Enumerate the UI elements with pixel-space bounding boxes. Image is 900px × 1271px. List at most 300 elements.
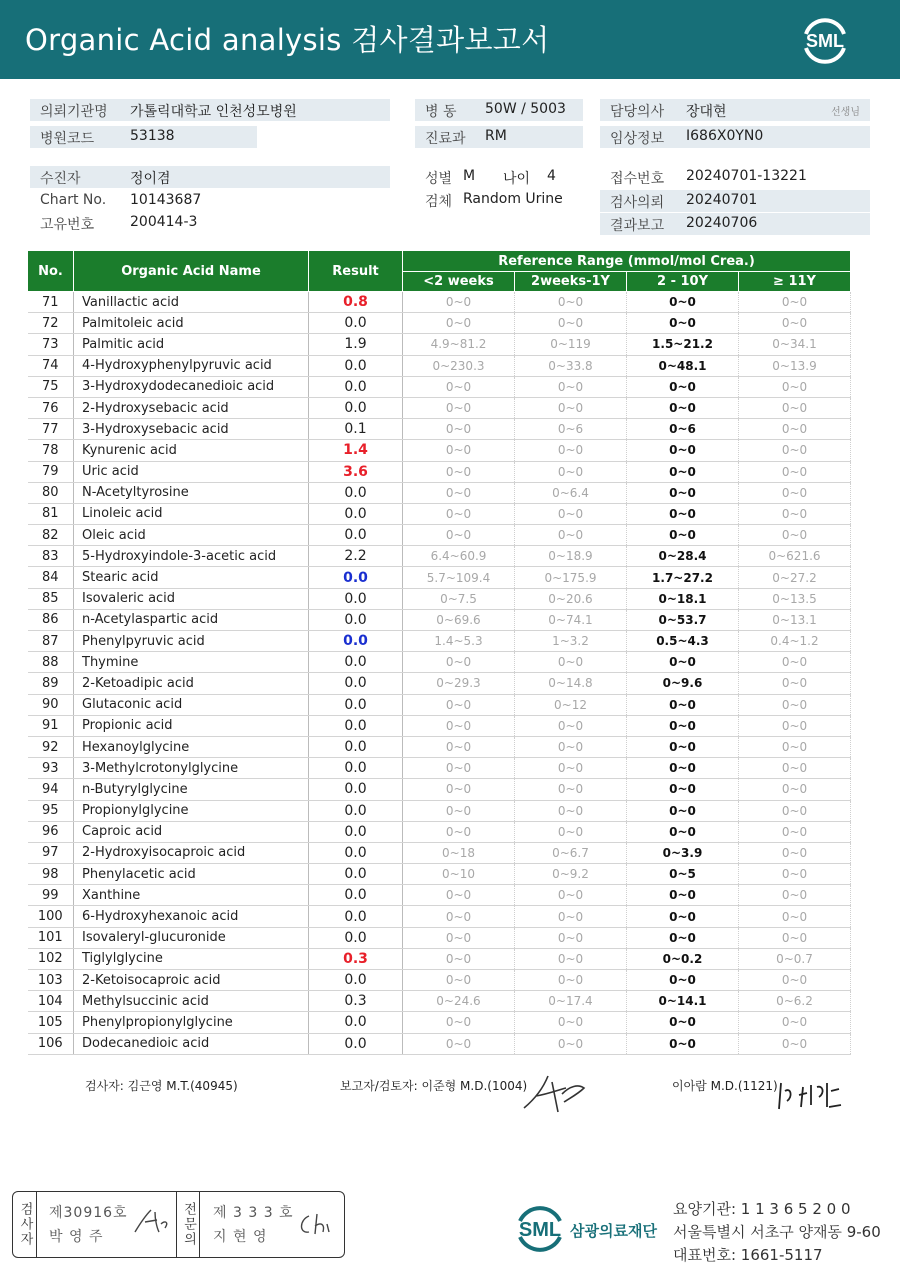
- row-range-4: 0~0: [739, 842, 851, 863]
- row-range-1: 0~0: [403, 885, 515, 906]
- row-no: 102: [28, 948, 74, 969]
- header-name: Organic Acid Name: [74, 251, 309, 292]
- row-range-1: 0~0: [403, 779, 515, 800]
- row-no: 71: [28, 292, 74, 313]
- table-row: [28, 1033, 851, 1054]
- row-range-4: 0~0: [739, 927, 851, 948]
- header-range-4: ≥ 11Y: [739, 272, 851, 292]
- header-no: No.: [28, 251, 74, 292]
- row-name: 2-Ketoisocaproic acid: [74, 970, 309, 991]
- row-range-4: 0~621.6: [739, 546, 851, 567]
- row-result: 2.2: [309, 546, 403, 567]
- row-range-3: 0~53.7: [627, 609, 739, 630]
- row-name: Propionic acid: [74, 715, 309, 736]
- row-result: 0.0: [309, 927, 403, 948]
- row-range-3: 0~0: [627, 821, 739, 842]
- row-result: 0.3: [309, 991, 403, 1012]
- table-row: [28, 567, 851, 588]
- table-row: [28, 376, 851, 397]
- row-range-4: 0~0: [739, 503, 851, 524]
- header-range-3: 2 - 10Y: [627, 272, 739, 292]
- table-row: [28, 334, 851, 355]
- row-range-2: 0~0: [515, 736, 627, 757]
- table-row: [28, 673, 851, 694]
- row-range-4: 0~0: [739, 821, 851, 842]
- row-range-1: 0~0: [403, 652, 515, 673]
- row-name: Linoleic acid: [74, 503, 309, 524]
- row-result: 0.0: [309, 970, 403, 991]
- row-no: 98: [28, 864, 74, 885]
- row-range-4: 0~0: [739, 715, 851, 736]
- stamp-left-signature: [131, 1206, 175, 1238]
- row-range-2: 0~0: [515, 652, 627, 673]
- row-range-4: 0~0: [739, 864, 851, 885]
- row-result: 0.0: [309, 885, 403, 906]
- row-name: Oleic acid: [74, 525, 309, 546]
- row-result: 0.0: [309, 864, 403, 885]
- row-range-2: 0~74.1: [515, 609, 627, 630]
- row-range-2: 0~12: [515, 694, 627, 715]
- chart-value: 10143687: [130, 192, 202, 208]
- row-range-1: 0~0: [403, 440, 515, 461]
- table-row: [28, 970, 851, 991]
- receipt-row: [600, 166, 870, 188]
- row-no: 79: [28, 461, 74, 482]
- ward-row: [415, 99, 583, 121]
- row-name: Glutaconic acid: [74, 694, 309, 715]
- row-no: 97: [28, 842, 74, 863]
- unique-row: [30, 212, 390, 234]
- row-range-3: 0~0: [627, 715, 739, 736]
- report-header: [0, 0, 900, 79]
- row-no: 83: [28, 546, 74, 567]
- row-name: Phenylpyruvic acid: [74, 631, 309, 652]
- table-row: [28, 419, 851, 440]
- row-name: Xanthine: [74, 885, 309, 906]
- hospital-code-value: 53138: [130, 128, 175, 144]
- patient-value: 정이겸: [130, 171, 171, 187]
- row-name: Kynurenic acid: [74, 440, 309, 461]
- row-range-3: 0~0: [627, 482, 739, 503]
- row-range-2: 0~0: [515, 758, 627, 779]
- row-range-1: 0~0: [403, 525, 515, 546]
- row-result: 0.0: [309, 779, 403, 800]
- header-range-1: <2 weeks: [403, 272, 515, 292]
- row-range-4: 0~34.1: [739, 334, 851, 355]
- table-row: [28, 800, 851, 821]
- footer-sml-logo-icon: [510, 1199, 570, 1255]
- row-no: 88: [28, 652, 74, 673]
- row-range-2: 0~0: [515, 292, 627, 313]
- row-range-3: 0~0.2: [627, 948, 739, 969]
- row-name: Vanillactic acid: [74, 292, 309, 313]
- row-range-3: 0~3.9: [627, 842, 739, 863]
- row-range-3: 0~0: [627, 970, 739, 991]
- row-range-2: 0~0: [515, 885, 627, 906]
- footer-phone: 대표번호: 1661-5117: [673, 1246, 823, 1264]
- row-name: Methylsuccinic acid: [74, 991, 309, 1012]
- row-name: 5-Hydroxyindole-3-acetic acid: [74, 546, 309, 567]
- row-range-4: 0~0: [739, 652, 851, 673]
- row-range-2: 0~18.9: [515, 546, 627, 567]
- row-result: 0.0: [309, 906, 403, 927]
- row-range-3: 0~0: [627, 779, 739, 800]
- table-row: [28, 588, 851, 609]
- table-row: [28, 525, 851, 546]
- row-range-1: 0~0: [403, 948, 515, 969]
- row-range-3: 0~0: [627, 313, 739, 334]
- row-range-2: 0~0: [515, 461, 627, 482]
- table-row: [28, 631, 851, 652]
- footer-code: 요양기관: 1 1 3 6 5 2 0 0: [673, 1200, 851, 1218]
- unique-label: 고유번호: [40, 217, 95, 233]
- row-range-2: 0~9.2: [515, 864, 627, 885]
- table-row: [28, 397, 851, 418]
- table-row: [28, 461, 851, 482]
- row-range-1: 0~0: [403, 397, 515, 418]
- row-no: 84: [28, 567, 74, 588]
- row-range-3: 0~0: [627, 885, 739, 906]
- row-result: 0.0: [309, 588, 403, 609]
- row-result: 0.0: [309, 313, 403, 334]
- row-name: 3-Hydroxydodecanedioic acid: [74, 376, 309, 397]
- row-no: 89: [28, 673, 74, 694]
- row-range-2: 0~0: [515, 313, 627, 334]
- row-name: 2-Ketoadipic acid: [74, 673, 309, 694]
- row-range-3: 0~0: [627, 461, 739, 482]
- doctor-label: 담당의사: [610, 104, 665, 120]
- age-value: 4: [547, 168, 556, 184]
- specimen-value: Random Urine: [463, 191, 563, 207]
- row-result: 0.0: [309, 525, 403, 546]
- row-range-4: 0~0: [739, 970, 851, 991]
- row-name: n-Butyrylglycine: [74, 779, 309, 800]
- row-range-1: 1.4~5.3: [403, 631, 515, 652]
- doctor2-signature: 이아람 M.D.(1121): [672, 1079, 778, 1093]
- request-label: 검사의뢰: [610, 195, 665, 211]
- table-row: [28, 927, 851, 948]
- row-range-4: 0~0: [739, 694, 851, 715]
- row-range-3: 0~0: [627, 397, 739, 418]
- stamp-right-label: 전문의: [176, 1192, 200, 1257]
- row-result: 0.0: [309, 482, 403, 503]
- row-range-3: 0.5~4.3: [627, 631, 739, 652]
- row-range-1: 0~0: [403, 461, 515, 482]
- table-row: [28, 864, 851, 885]
- row-range-1: 0~0: [403, 927, 515, 948]
- sex-label: 성별: [425, 171, 453, 187]
- row-no: 94: [28, 779, 74, 800]
- hospital-code-label: 병원코드: [40, 131, 95, 147]
- row-range-2: 0~6.7: [515, 842, 627, 863]
- results-table: [27, 250, 851, 1055]
- table-row: [28, 546, 851, 567]
- doctor2-handwritten-signature: [775, 1077, 847, 1115]
- row-result: 0.0: [309, 503, 403, 524]
- patient-row: [30, 166, 390, 188]
- row-range-2: 0~0: [515, 1033, 627, 1054]
- ward-label: 병 동: [425, 104, 457, 120]
- report-date-value: 20240706: [686, 215, 758, 231]
- row-no: 73: [28, 334, 74, 355]
- row-no: 75: [28, 376, 74, 397]
- row-range-3: 0~9.6: [627, 673, 739, 694]
- table-row: [28, 355, 851, 376]
- table-row: [28, 906, 851, 927]
- row-result: 0.3: [309, 948, 403, 969]
- row-no: 96: [28, 821, 74, 842]
- row-range-4: 0.4~1.2: [739, 631, 851, 652]
- chart-label: Chart No.: [40, 192, 107, 208]
- request-row: [600, 190, 870, 212]
- table-row: [28, 482, 851, 503]
- row-name: Palmitoleic acid: [74, 313, 309, 334]
- sml-logo-icon: [796, 12, 854, 64]
- row-range-1: 0~0: [403, 313, 515, 334]
- row-range-2: 0~175.9: [515, 567, 627, 588]
- row-range-4: 0~0: [739, 376, 851, 397]
- row-name: 2-Hydroxysebacic acid: [74, 397, 309, 418]
- row-no: 90: [28, 694, 74, 715]
- clinical-label: 임상정보: [610, 131, 665, 147]
- stamp-right-name: 지 현 영: [213, 1229, 268, 1245]
- header-reference: Reference Range (mmol/mol Crea.): [403, 251, 851, 272]
- table-row: [28, 652, 851, 673]
- row-range-2: 0~6: [515, 419, 627, 440]
- tester-signature: 검사자: 김근영 M.T.(40945): [85, 1079, 238, 1093]
- doctor-value: 장대현: [686, 104, 727, 120]
- dept-label: 진료과: [425, 131, 466, 147]
- report-title: Organic Acid analysis 검사결과보고서: [25, 23, 550, 57]
- row-name: 4-Hydroxyphenylpyruvic acid: [74, 355, 309, 376]
- row-range-2: 1~3.2: [515, 631, 627, 652]
- chart-row: [30, 190, 390, 212]
- hospital-code-row: [30, 126, 257, 148]
- request-value: 20240701: [686, 192, 758, 208]
- row-range-1: 0~24.6: [403, 991, 515, 1012]
- row-no: 87: [28, 631, 74, 652]
- certification-stamp: [12, 1191, 345, 1258]
- row-range-1: 0~0: [403, 715, 515, 736]
- table-row: [28, 991, 851, 1012]
- stamp-right-no: 제 3 3 3 호: [213, 1205, 294, 1221]
- row-name: 2-Hydroxyisocaproic acid: [74, 842, 309, 863]
- row-range-4: 0~0: [739, 1033, 851, 1054]
- row-range-3: 0~0: [627, 736, 739, 757]
- specimen-label: 검체: [425, 194, 453, 210]
- row-result: 0.0: [309, 715, 403, 736]
- row-range-4: 0~13.5: [739, 588, 851, 609]
- table-row: [28, 758, 851, 779]
- row-range-4: 0~0: [739, 906, 851, 927]
- row-range-4: 0~0: [739, 419, 851, 440]
- row-range-3: 0~0: [627, 292, 739, 313]
- table-row: [28, 736, 851, 757]
- stamp-left-no: 제30916호: [49, 1205, 128, 1221]
- row-no: 82: [28, 525, 74, 546]
- row-result: 0.0: [309, 758, 403, 779]
- row-range-2: 0~0: [515, 376, 627, 397]
- row-no: 93: [28, 758, 74, 779]
- receipt-value: 20240701-13221: [686, 168, 807, 184]
- row-range-3: 0~0: [627, 440, 739, 461]
- row-result: 0.0: [309, 355, 403, 376]
- table-row: [28, 694, 851, 715]
- row-range-2: 0~0: [515, 948, 627, 969]
- row-range-2: 0~20.6: [515, 588, 627, 609]
- row-no: 105: [28, 1012, 74, 1033]
- row-no: 101: [28, 927, 74, 948]
- table-row: [28, 609, 851, 630]
- row-no: 72: [28, 313, 74, 334]
- row-result: 1.4: [309, 440, 403, 461]
- age-label: 나이: [503, 171, 531, 187]
- row-range-4: 0~0: [739, 673, 851, 694]
- sex-value: M: [463, 168, 476, 184]
- row-range-3: 0~0: [627, 800, 739, 821]
- row-range-4: 0~13.9: [739, 355, 851, 376]
- row-result: 0.0: [309, 800, 403, 821]
- row-no: 103: [28, 970, 74, 991]
- footer-logo-text: SML: [518, 1219, 562, 1241]
- row-range-4: 0~0: [739, 1012, 851, 1033]
- row-range-4: 0~0: [739, 482, 851, 503]
- row-result: 0.0: [309, 821, 403, 842]
- specimen-row: [415, 189, 595, 211]
- row-range-4: 0~0: [739, 525, 851, 546]
- row-range-1: 0~0: [403, 419, 515, 440]
- row-range-2: 0~0: [515, 440, 627, 461]
- row-range-1: 0~0: [403, 800, 515, 821]
- row-no: 85: [28, 588, 74, 609]
- row-range-1: 0~0: [403, 1033, 515, 1054]
- row-range-4: 0~0: [739, 779, 851, 800]
- row-name: Thymine: [74, 652, 309, 673]
- row-range-1: 0~0: [403, 736, 515, 757]
- row-range-4: 0~0: [739, 461, 851, 482]
- institution-value: 가톨릭대학교 인천성모병원: [130, 104, 297, 120]
- row-range-2: 0~0: [515, 821, 627, 842]
- row-range-3: 0~0: [627, 503, 739, 524]
- row-range-2: 0~0: [515, 800, 627, 821]
- header-result: Result: [309, 251, 403, 292]
- row-range-3: 0~5: [627, 864, 739, 885]
- row-result: 0.0: [309, 736, 403, 757]
- row-range-4: 0~0: [739, 313, 851, 334]
- unique-value: 200414-3: [130, 214, 198, 230]
- row-result: 0.0: [309, 397, 403, 418]
- row-range-2: 0~33.8: [515, 355, 627, 376]
- row-no: 76: [28, 397, 74, 418]
- row-range-3: 0~28.4: [627, 546, 739, 567]
- logo-text: SML: [806, 31, 844, 51]
- row-name: n-Acetylaspartic acid: [74, 609, 309, 630]
- footer-address: 서울특별시 서초구 양재동 9-60: [673, 1223, 881, 1241]
- row-range-1: 0~0: [403, 758, 515, 779]
- row-range-1: 5.7~109.4: [403, 567, 515, 588]
- row-range-2: 0~0: [515, 1012, 627, 1033]
- table-row: [28, 948, 851, 969]
- row-range-1: 0~69.6: [403, 609, 515, 630]
- row-range-3: 0~48.1: [627, 355, 739, 376]
- row-range-1: 0~10: [403, 864, 515, 885]
- row-range-4: 0~0: [739, 758, 851, 779]
- stamp-left-label: 검사자: [13, 1192, 37, 1257]
- row-range-4: 0~27.2: [739, 567, 851, 588]
- row-range-2: 0~6.4: [515, 482, 627, 503]
- receipt-label: 접수번호: [610, 171, 665, 187]
- row-result: 0.0: [309, 673, 403, 694]
- row-range-4: 0~0.7: [739, 948, 851, 969]
- row-range-4: 0~0: [739, 800, 851, 821]
- table-row: [28, 313, 851, 334]
- row-no: 80: [28, 482, 74, 503]
- institution-label: 의뢰기관명: [40, 104, 108, 120]
- stamp-right-signature: [295, 1210, 339, 1240]
- row-name: N-Acetyltyrosine: [74, 482, 309, 503]
- row-range-3: 0~14.1: [627, 991, 739, 1012]
- row-no: 104: [28, 991, 74, 1012]
- row-range-1: 0~0: [403, 292, 515, 313]
- row-name: Dodecanedioic acid: [74, 1033, 309, 1054]
- doctor-row: [600, 99, 870, 121]
- results-body: [28, 292, 851, 1055]
- row-result: 0.0: [309, 842, 403, 863]
- institution-row: [30, 99, 390, 121]
- row-range-1: 4.9~81.2: [403, 334, 515, 355]
- row-range-4: 0~0: [739, 292, 851, 313]
- row-name: 3-Methylcrotonylglycine: [74, 758, 309, 779]
- row-range-2: 0~14.8: [515, 673, 627, 694]
- row-range-3: 0~0: [627, 1012, 739, 1033]
- row-result: 0.0: [309, 567, 403, 588]
- dept-row: [415, 126, 583, 148]
- row-range-3: 0~0: [627, 694, 739, 715]
- row-range-3: 1.7~27.2: [627, 567, 739, 588]
- row-range-3: 0~18.1: [627, 588, 739, 609]
- row-result: 0.8: [309, 292, 403, 313]
- row-range-2: 0~0: [515, 779, 627, 800]
- row-range-1: 0~0: [403, 376, 515, 397]
- row-result: 0.0: [309, 1033, 403, 1054]
- row-range-1: 0~29.3: [403, 673, 515, 694]
- row-no: 74: [28, 355, 74, 376]
- clinical-row: [600, 126, 870, 148]
- row-range-1: 0~18: [403, 842, 515, 863]
- row-name: Isovaleryl-glucuronide: [74, 927, 309, 948]
- table-row: [28, 715, 851, 736]
- row-result: 3.6: [309, 461, 403, 482]
- row-result: 0.0: [309, 631, 403, 652]
- row-range-2: 0~0: [515, 503, 627, 524]
- header-range-2: 2weeks-1Y: [515, 272, 627, 292]
- row-name: Hexanoylglycine: [74, 736, 309, 757]
- doctor-suffix: 선생님: [831, 107, 860, 118]
- row-range-4: 0~0: [739, 736, 851, 757]
- row-result: 0.0: [309, 1012, 403, 1033]
- row-range-3: 1.5~21.2: [627, 334, 739, 355]
- row-range-2: 0~17.4: [515, 991, 627, 1012]
- footer-org-name: 삼광의료재단: [570, 1222, 657, 1240]
- row-range-1: 0~0: [403, 906, 515, 927]
- row-result: 0.0: [309, 694, 403, 715]
- row-no: 78: [28, 440, 74, 461]
- ward-value: 50W / 5003: [485, 101, 566, 117]
- row-range-1: 0~0: [403, 821, 515, 842]
- row-name: Phenylpropionylglycine: [74, 1012, 309, 1033]
- row-result: 1.9: [309, 334, 403, 355]
- row-range-1: 0~0: [403, 503, 515, 524]
